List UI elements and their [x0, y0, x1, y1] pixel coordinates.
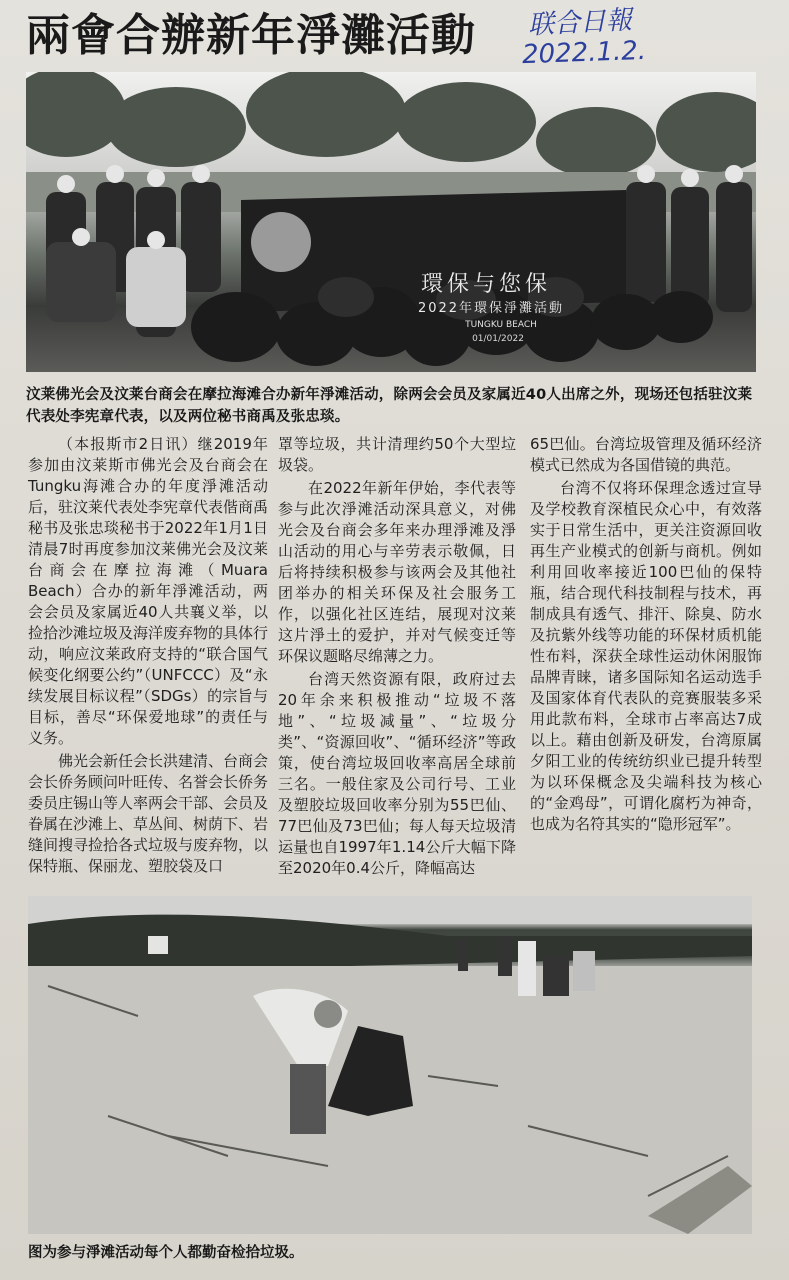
group-photo [26, 72, 756, 372]
article-column-2 [278, 434, 516, 894]
article-column-3 [530, 434, 762, 886]
globe-emblem [251, 212, 311, 272]
headline: 兩會合辦新年淨灘活動 [26, 10, 476, 61]
banner-date: 01/01/2022 [472, 334, 524, 344]
paragraph: 在2022年新年伊始，李代表等参与此次淨滩活动深具意义，对佛光会及台商会多年来办理淨滩及淨山活动的用心与辛劳表示敬佩，日后将持续积极参与该两会及其他社团举办的相关环保及社会服务工作，以强化社区连结，展现对汶莱这片淨土的爱护，并对气候变迁等环保议题略尽绵薄之力。 [278, 479, 516, 665]
banner-title: 環保与您保 [420, 272, 551, 297]
handwritten-note [520, 6, 760, 70]
banner-place: TUNGKU BEACH [465, 320, 537, 330]
article-column-1 [28, 434, 268, 886]
beach-cleanup-scene [28, 896, 752, 1234]
handwritten-publication: 联合日報 [527, 5, 633, 41]
paragraph: 佛光会新任会长洪建清、台商会会长侨务顾问叶旺传、名誉会长侨务委员庄锡山等人率两会干部、会员及眷属在沙滩上、草丛间、树荫下、岩缝间搜寻捡拾各式垃圾与废弃物，以保特瓶、保丽龙、塑胶袋及口 [28, 752, 269, 875]
group-photo-scene [26, 72, 756, 372]
tree-line [26, 72, 756, 177]
photo-caption-top: 汶莱佛光会及汶莱台商会在摩拉海滩合办新年淨滩活动，除两会会员及家属近40人出席之外，现场还包括驻汶莱代表处李宪章代表，以及两位秘书商禹及张忠琰。 [26, 387, 753, 425]
signboard [148, 936, 168, 954]
beach-cleanup-photo [28, 896, 752, 1234]
paragraph: 台湾不仅将环保理念透过宣导及学校教育深植民众心中，有效落实于日常生活中，更关注资源回收再生产业模式的创新与商机。例如利用回收率接近100巴仙的保特瓶，结合现代科技制程与技术，再制成具有透气、排汗、除臭、防水及抗紫外线等功能的环保材质机能性布料，深获全球性运动休闲服饰品牌青睐，诸多国际知名运动选手及国家体育代表队的竞赛服装多采用此款布料，全球市占率高达7成以上。藉由创新及研发，台湾原属夕阳工业的传统纺织业已提升转型为以环保概念及尖端科技为核心的“金鸡母”，可谓化腐朽为神奇，也成为名符其实的“隐形冠军”。 [530, 479, 762, 833]
handwritten-date: 2022.1.2. [521, 35, 647, 71]
paragraph: 台湾天然资源有限，政府过去20年余来积极推动“垃圾不落地”、“垃圾减量”、“垃圾分类”、“资源回收”、“循环经济”等政策，使台湾垃圾回收率高居全球前三名。一般住家及公司行号、工业及塑胶垃圾回收率分别为55巴仙、77巴仙及73巴仙；每人每天垃圾清运量也自1997年1.14公斤大幅下降至2020年0.4公斤，降幅高达 [278, 670, 516, 877]
banner-subtitle: 2022年環保淨灘活動 [417, 301, 565, 316]
paragraph: 65巴仙。台湾垃圾管理及循环经济模式已然成为各国借镜的典范。 [530, 435, 762, 474]
paragraph: （本报斯市2日讯）继2019年参加由汶莱斯市佛光会及台商会在Tungku海滩合办的年度淨滩活动后，驻汶莱代表处李宪章代表偕商禹秘书及张忠琰秘书于2022年1月1日清晨7时再度参加汶莱佛光会及汶莱台商会在摩拉海滩（Muara Beach）合办的新年淨滩活动，两会会员及家属近40人共襄义举，以捡拾沙滩垃圾及海洋废弃物的具体行动，响应汶莱政府支持的“联合国气候变化纲要公约”（UNFCCC）及“永续发展目标议程”（SDGs）的宗旨与目标，善尽“环保爱地球”的责任与义务。 [28, 435, 269, 747]
photo-caption-bottom: 图为参与淨滩活动每个人都勤奋检拾垃圾。 [28, 1245, 304, 1261]
paragraph: 罩等垃圾，共计清理约50个大型垃圾袋。 [278, 435, 516, 474]
